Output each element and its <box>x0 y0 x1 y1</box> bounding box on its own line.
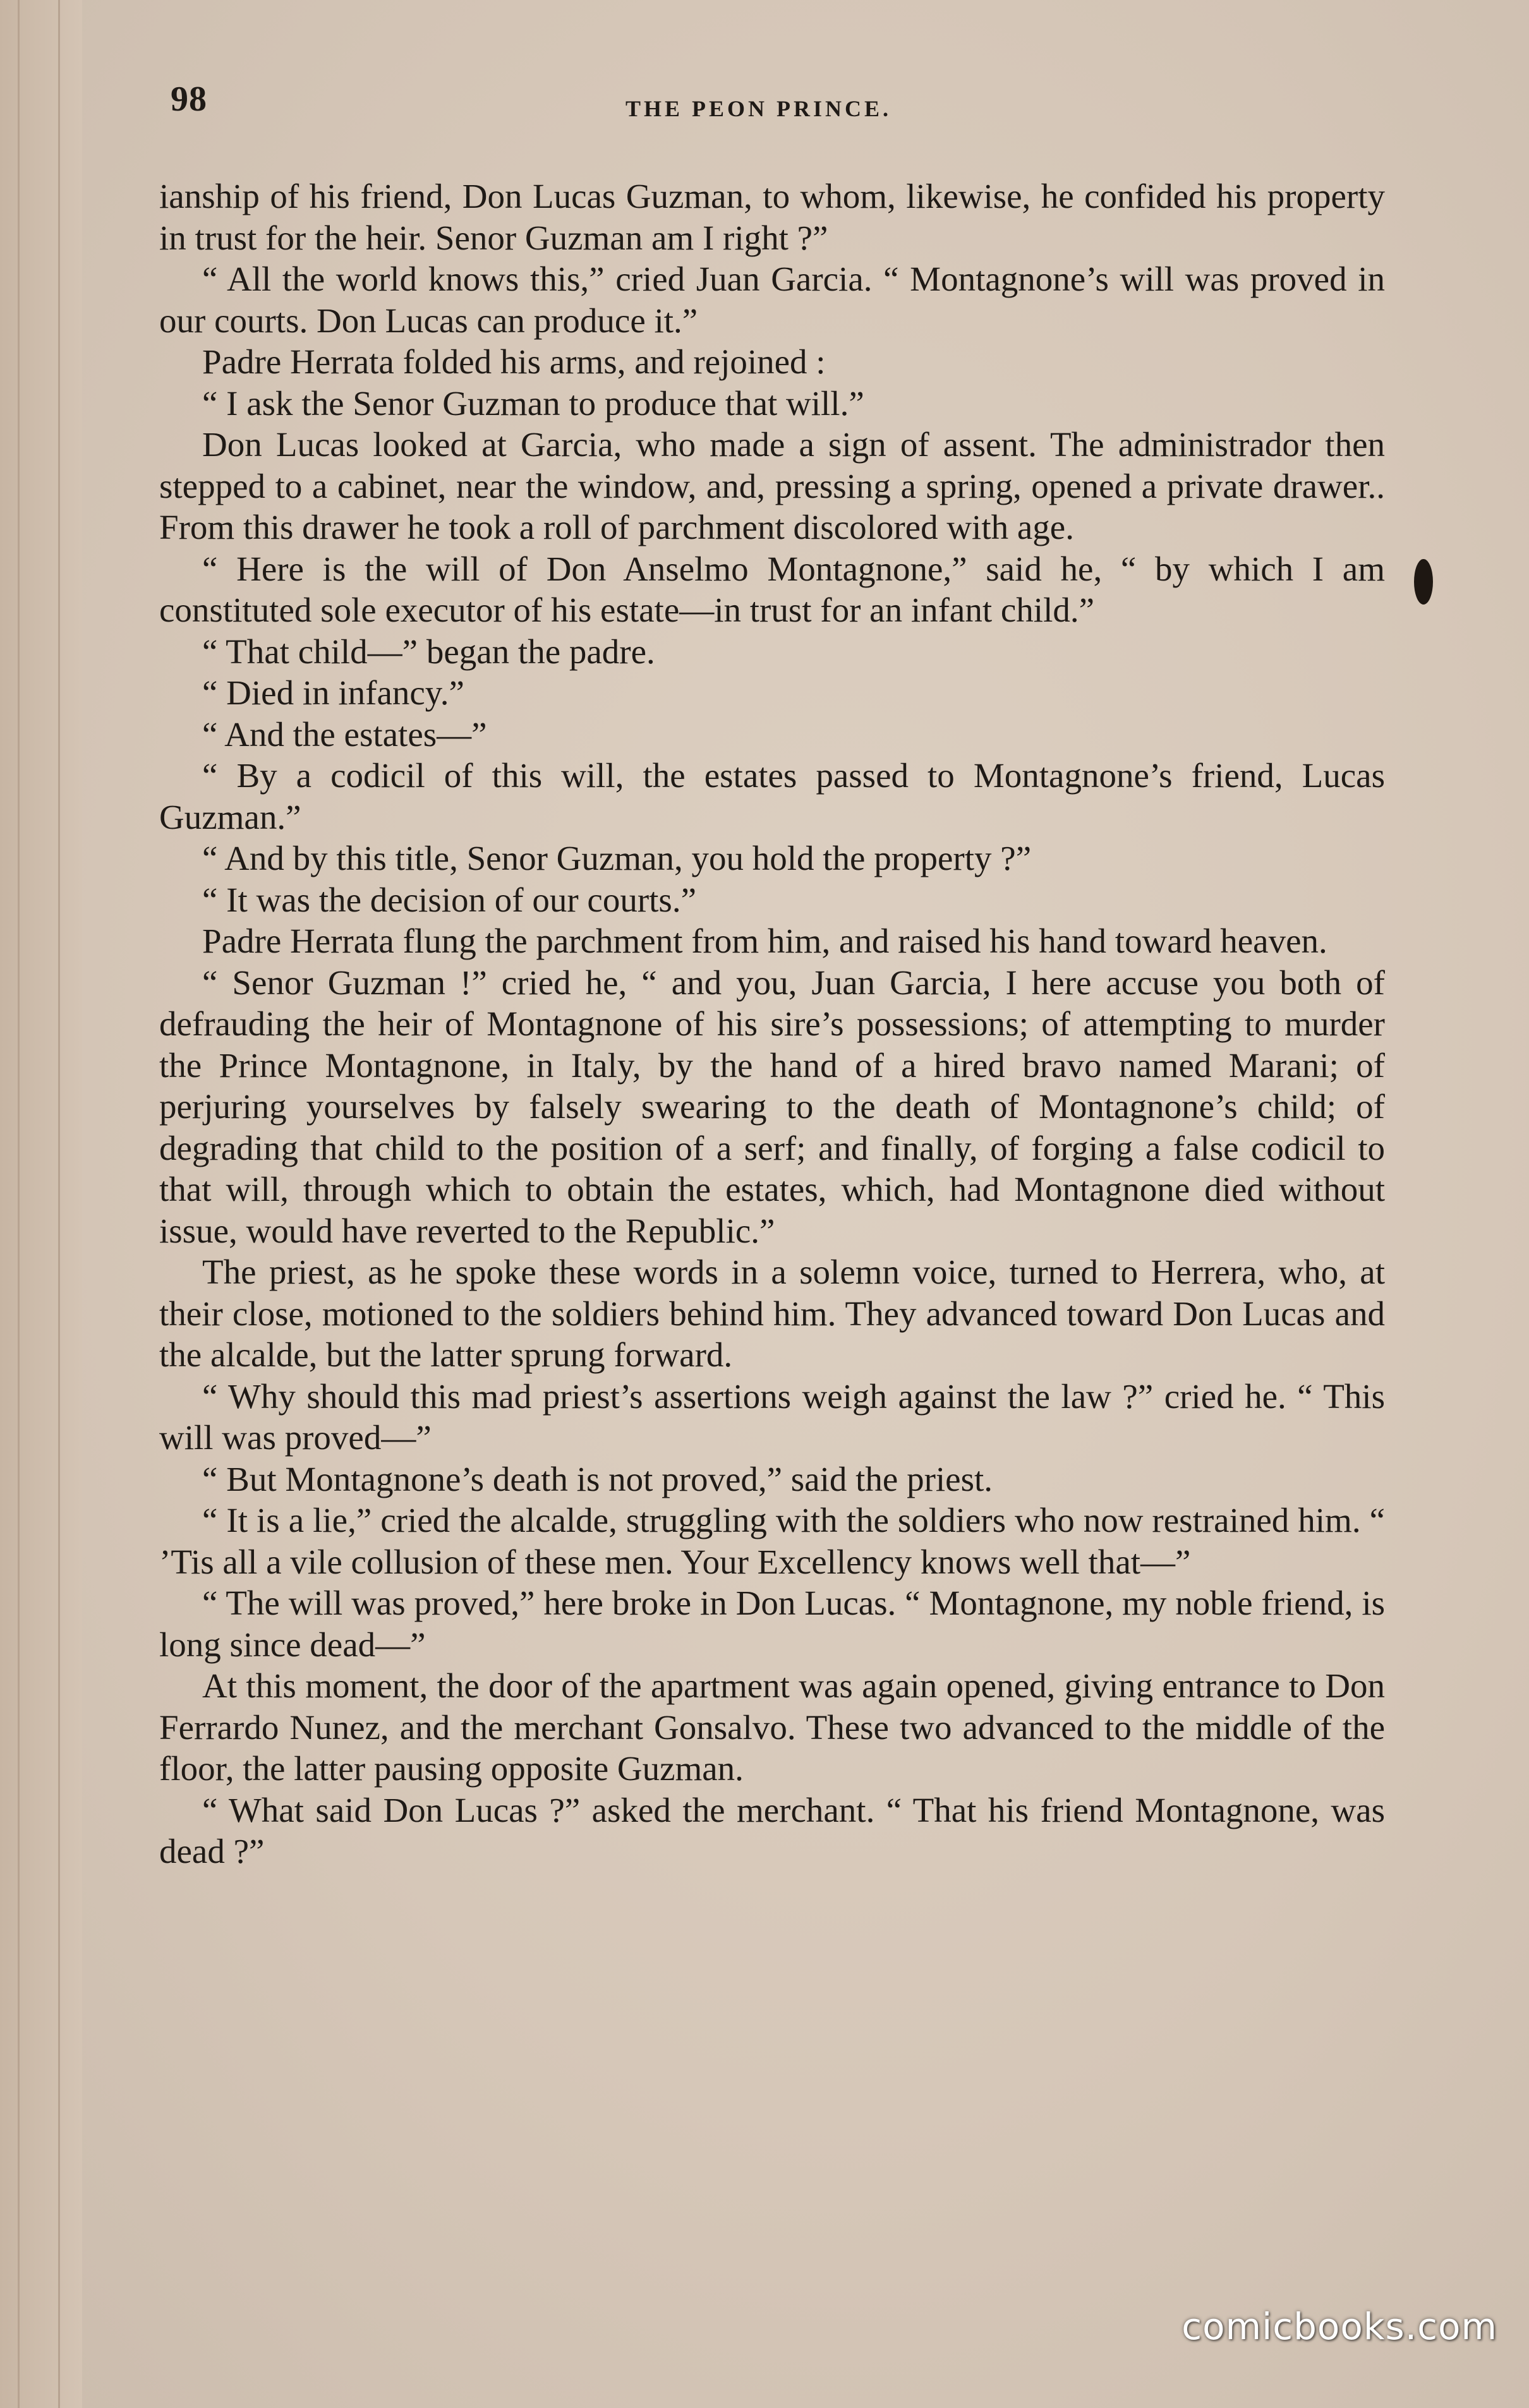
running-head: THE PEON PRINCE. <box>626 96 892 121</box>
body-text <box>159 176 1385 1872</box>
paragraph: “ Here is the will of Don Anselmo Montagnone,” said he, “ by which I am constituted sole executor of his estate—in trust for an infant child.” <box>159 549 1385 629</box>
paragraph: “ By a codicil of this will, the estates passed to Montagnone’s friend, Lucas Guzman.” <box>159 756 1385 836</box>
ink-blot <box>1414 559 1433 605</box>
paragraph: “ And the estates—” <box>202 714 487 754</box>
paragraph: “ It was the decision of our courts.” <box>202 880 696 919</box>
paragraph: “ It is a lie,” cried the alcalde, struggling with the soldiers who now restrained him. “ ’Tis all a vile collusion of these men. Your Excellency knows well that—” <box>159 1501 1385 1581</box>
watermark: comicbooks.com <box>1182 2305 1497 2348</box>
paragraph: “ I ask the Senor Guzman to produce that will.” <box>202 383 864 423</box>
paragraph: Padre Herrata folded his arms, and rejoined : <box>202 342 826 381</box>
paragraph: “ All the world knows this,” cried Juan Garcia. “ Montagnone’s will was proved in our courts. Don Lucas can produce it.” <box>159 260 1385 340</box>
paragraph: “ Why should this mad priest’s assertions weigh against the law ?” cried he. “ This will was proved—” <box>159 1376 1385 1457</box>
paragraph: The priest, as he spoke these words in a solemn voice, turned to Herrera, who, at their close, motioned to the soldiers behind him. They advanced toward Don Lucas and the alcalde, but the latter sprung forward. <box>159 1253 1385 1374</box>
paragraph: ianship of his friend, Don Lucas Guzman, to whom, likewise, he confided his property in trust for the heir. Senor Guzman am I right ?” <box>159 177 1385 257</box>
paragraph: “ And by this title, Senor Guzman, you hold the property ?” <box>202 839 1032 877</box>
paragraph: Don Lucas looked at Garcia, who made a sign of assent. The administrador then stepped to a cabinet, near the window, and, pressing a spring, opened a private drawer.. From this drawer he took a roll of parchment discolored with age. <box>159 425 1385 546</box>
paragraph: At this moment, the door of the apartment was again opened, giving entrance to Don Ferrardo Nunez, and the merchant Gonsalvo. These two advanced to the middle of the floor, the latter pausing opposite Guzman. <box>159 1666 1385 1788</box>
paragraph: “ The will was proved,” here broke in Don Lucas. “ Montagnone, my noble friend, is long since dead—” <box>159 1584 1385 1664</box>
paragraph: “ That child—” began the padre. <box>202 632 655 671</box>
page-header <box>171 79 1384 136</box>
paragraph: Padre Herrata flung the parchment from him, and raised his hand toward heaven. <box>202 922 1327 960</box>
book-spine-shadow <box>0 0 82 2408</box>
spine-fold-line <box>58 0 60 2408</box>
page-number: 98 <box>171 80 207 119</box>
spine-edge-line <box>18 0 20 2408</box>
paragraph: “ Senor Guzman !” cried he, “ and you, Juan Garcia, I here accuse you both of defrauding the heir of Montagnone of his sire’s possessions; of attempting to murder the Prince Montagnone, in Italy, by the hand of a hired bravo named Marani; of perjuring yourselves by falsely swearing to the death of Montagnone’s child; of degrading that child to the position of a serf; and finally, of forging a false codicil to that will, through which to obtain the estates, which, had Montagnone died without issue, would have reverted to the Republic.” <box>159 963 1385 1250</box>
paragraph: “ Died in infancy.” <box>202 673 464 712</box>
paragraph: “ What said Don Lucas ?” asked the merchant. “ That his friend Montagnone, was dead ?” <box>159 1790 1385 1870</box>
paragraph: “ But Montagnone’s death is not proved,” said the priest. <box>202 1459 993 1498</box>
